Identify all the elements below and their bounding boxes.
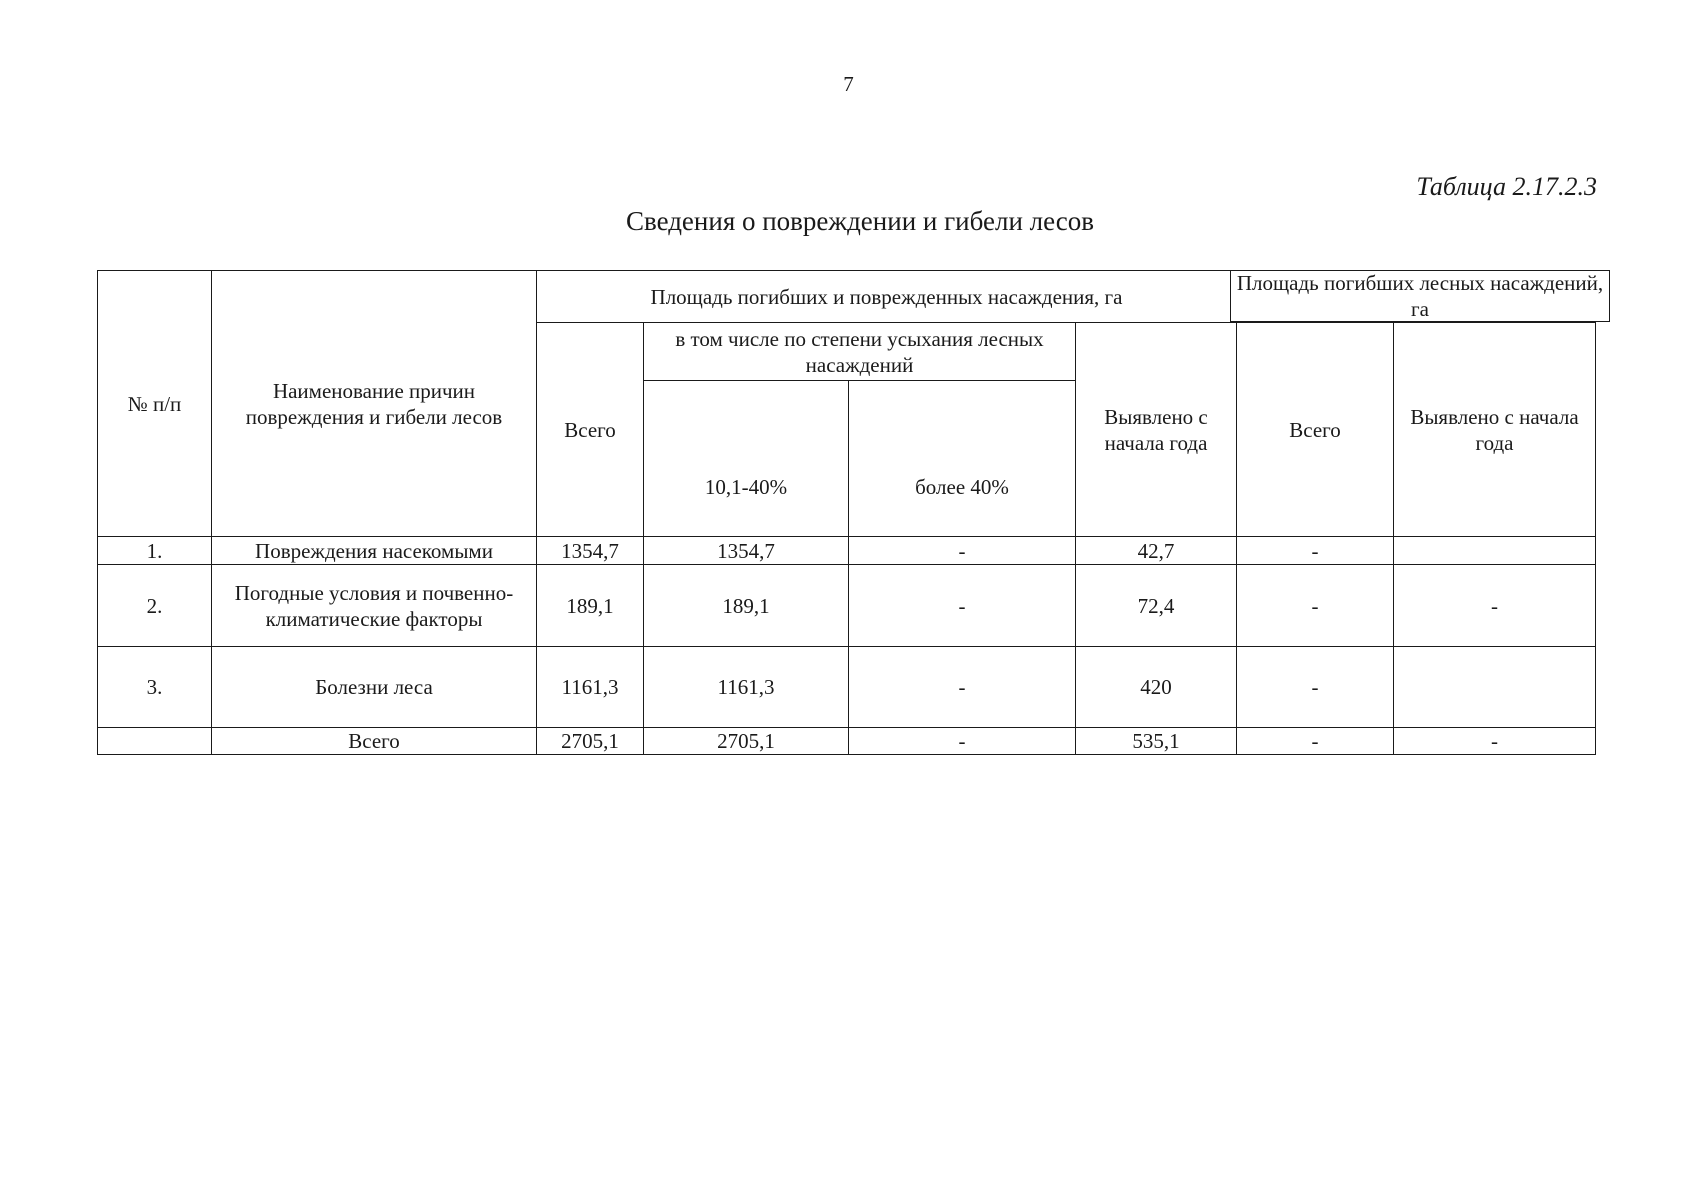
row-dead-total: - bbox=[1237, 728, 1394, 755]
row-dead-detected: - bbox=[1394, 728, 1596, 755]
header-total: Всего bbox=[537, 323, 644, 537]
row-detected: 72,4 bbox=[1076, 565, 1237, 647]
row-cause: Всего bbox=[212, 728, 537, 755]
table-title: Сведения о повреждении и гибели лесов bbox=[625, 206, 1095, 236]
row-dead-detected: - bbox=[1394, 565, 1596, 647]
row-deg-over-40: - bbox=[849, 728, 1076, 755]
row-deg-over-40: - bbox=[849, 537, 1076, 565]
header-area-group: Площадь погибших и поврежденных насаждения, га bbox=[537, 271, 1237, 323]
row-cause: Погодные условия и почвенно-климатические факторы bbox=[212, 565, 537, 647]
row-num: 2. bbox=[98, 565, 212, 647]
row-total: 1161,3 bbox=[537, 647, 644, 728]
table-row bbox=[98, 565, 1596, 647]
row-num: 1. bbox=[98, 537, 212, 565]
row-dead-total: - bbox=[1237, 565, 1394, 647]
header-deg-over-40: более 40% bbox=[849, 381, 1076, 537]
row-deg-over-40: - bbox=[849, 647, 1076, 728]
row-dead-total: - bbox=[1237, 537, 1394, 565]
row-total: 189,1 bbox=[537, 565, 644, 647]
row-total: 1354,7 bbox=[537, 537, 644, 565]
row-cause: Болезни леса bbox=[212, 647, 537, 728]
row-detected: 535,1 bbox=[1076, 728, 1237, 755]
table-row bbox=[98, 647, 1596, 728]
table-reference: Таблица 2.17.2.3 bbox=[1416, 172, 1597, 201]
row-deg-10-40: 1354,7 bbox=[644, 537, 849, 565]
row-num bbox=[98, 728, 212, 755]
row-dead-detected bbox=[1394, 537, 1596, 565]
header-cause: Наименование причин повреждения и гибели лесов bbox=[212, 271, 537, 537]
row-detected: 42,7 bbox=[1076, 537, 1237, 565]
row-dead-total: - bbox=[1237, 647, 1394, 728]
header-dead-total: Всего bbox=[1237, 323, 1394, 537]
row-num: 3. bbox=[98, 647, 212, 728]
header-deg-10-40: 10,1-40% bbox=[644, 381, 849, 537]
header-by-degree: в том числе по степени усыхания лесных насаждений bbox=[644, 323, 1076, 381]
row-deg-10-40: 2705,1 bbox=[644, 728, 849, 755]
row-detected: 420 bbox=[1076, 647, 1237, 728]
row-deg-over-40: - bbox=[849, 565, 1076, 647]
page-number: 7 bbox=[843, 72, 854, 96]
forest-damage-table bbox=[97, 270, 1596, 755]
row-total: 2705,1 bbox=[537, 728, 644, 755]
row-cause: Повреждения насекомыми bbox=[212, 537, 537, 565]
row-dead-detected bbox=[1394, 647, 1596, 728]
row-deg-10-40: 189,1 bbox=[644, 565, 849, 647]
table-row bbox=[98, 537, 1596, 565]
table-total-row bbox=[98, 728, 1596, 755]
header-detected: Выявлено с начала года bbox=[1076, 323, 1237, 537]
header-dead-detected: Выявлено с начала года bbox=[1394, 323, 1596, 537]
header-dead-group: Площадь погибших лесных насаждений, га bbox=[1230, 270, 1610, 322]
row-deg-10-40: 1161,3 bbox=[644, 647, 849, 728]
header-num: № п/п bbox=[98, 271, 212, 537]
